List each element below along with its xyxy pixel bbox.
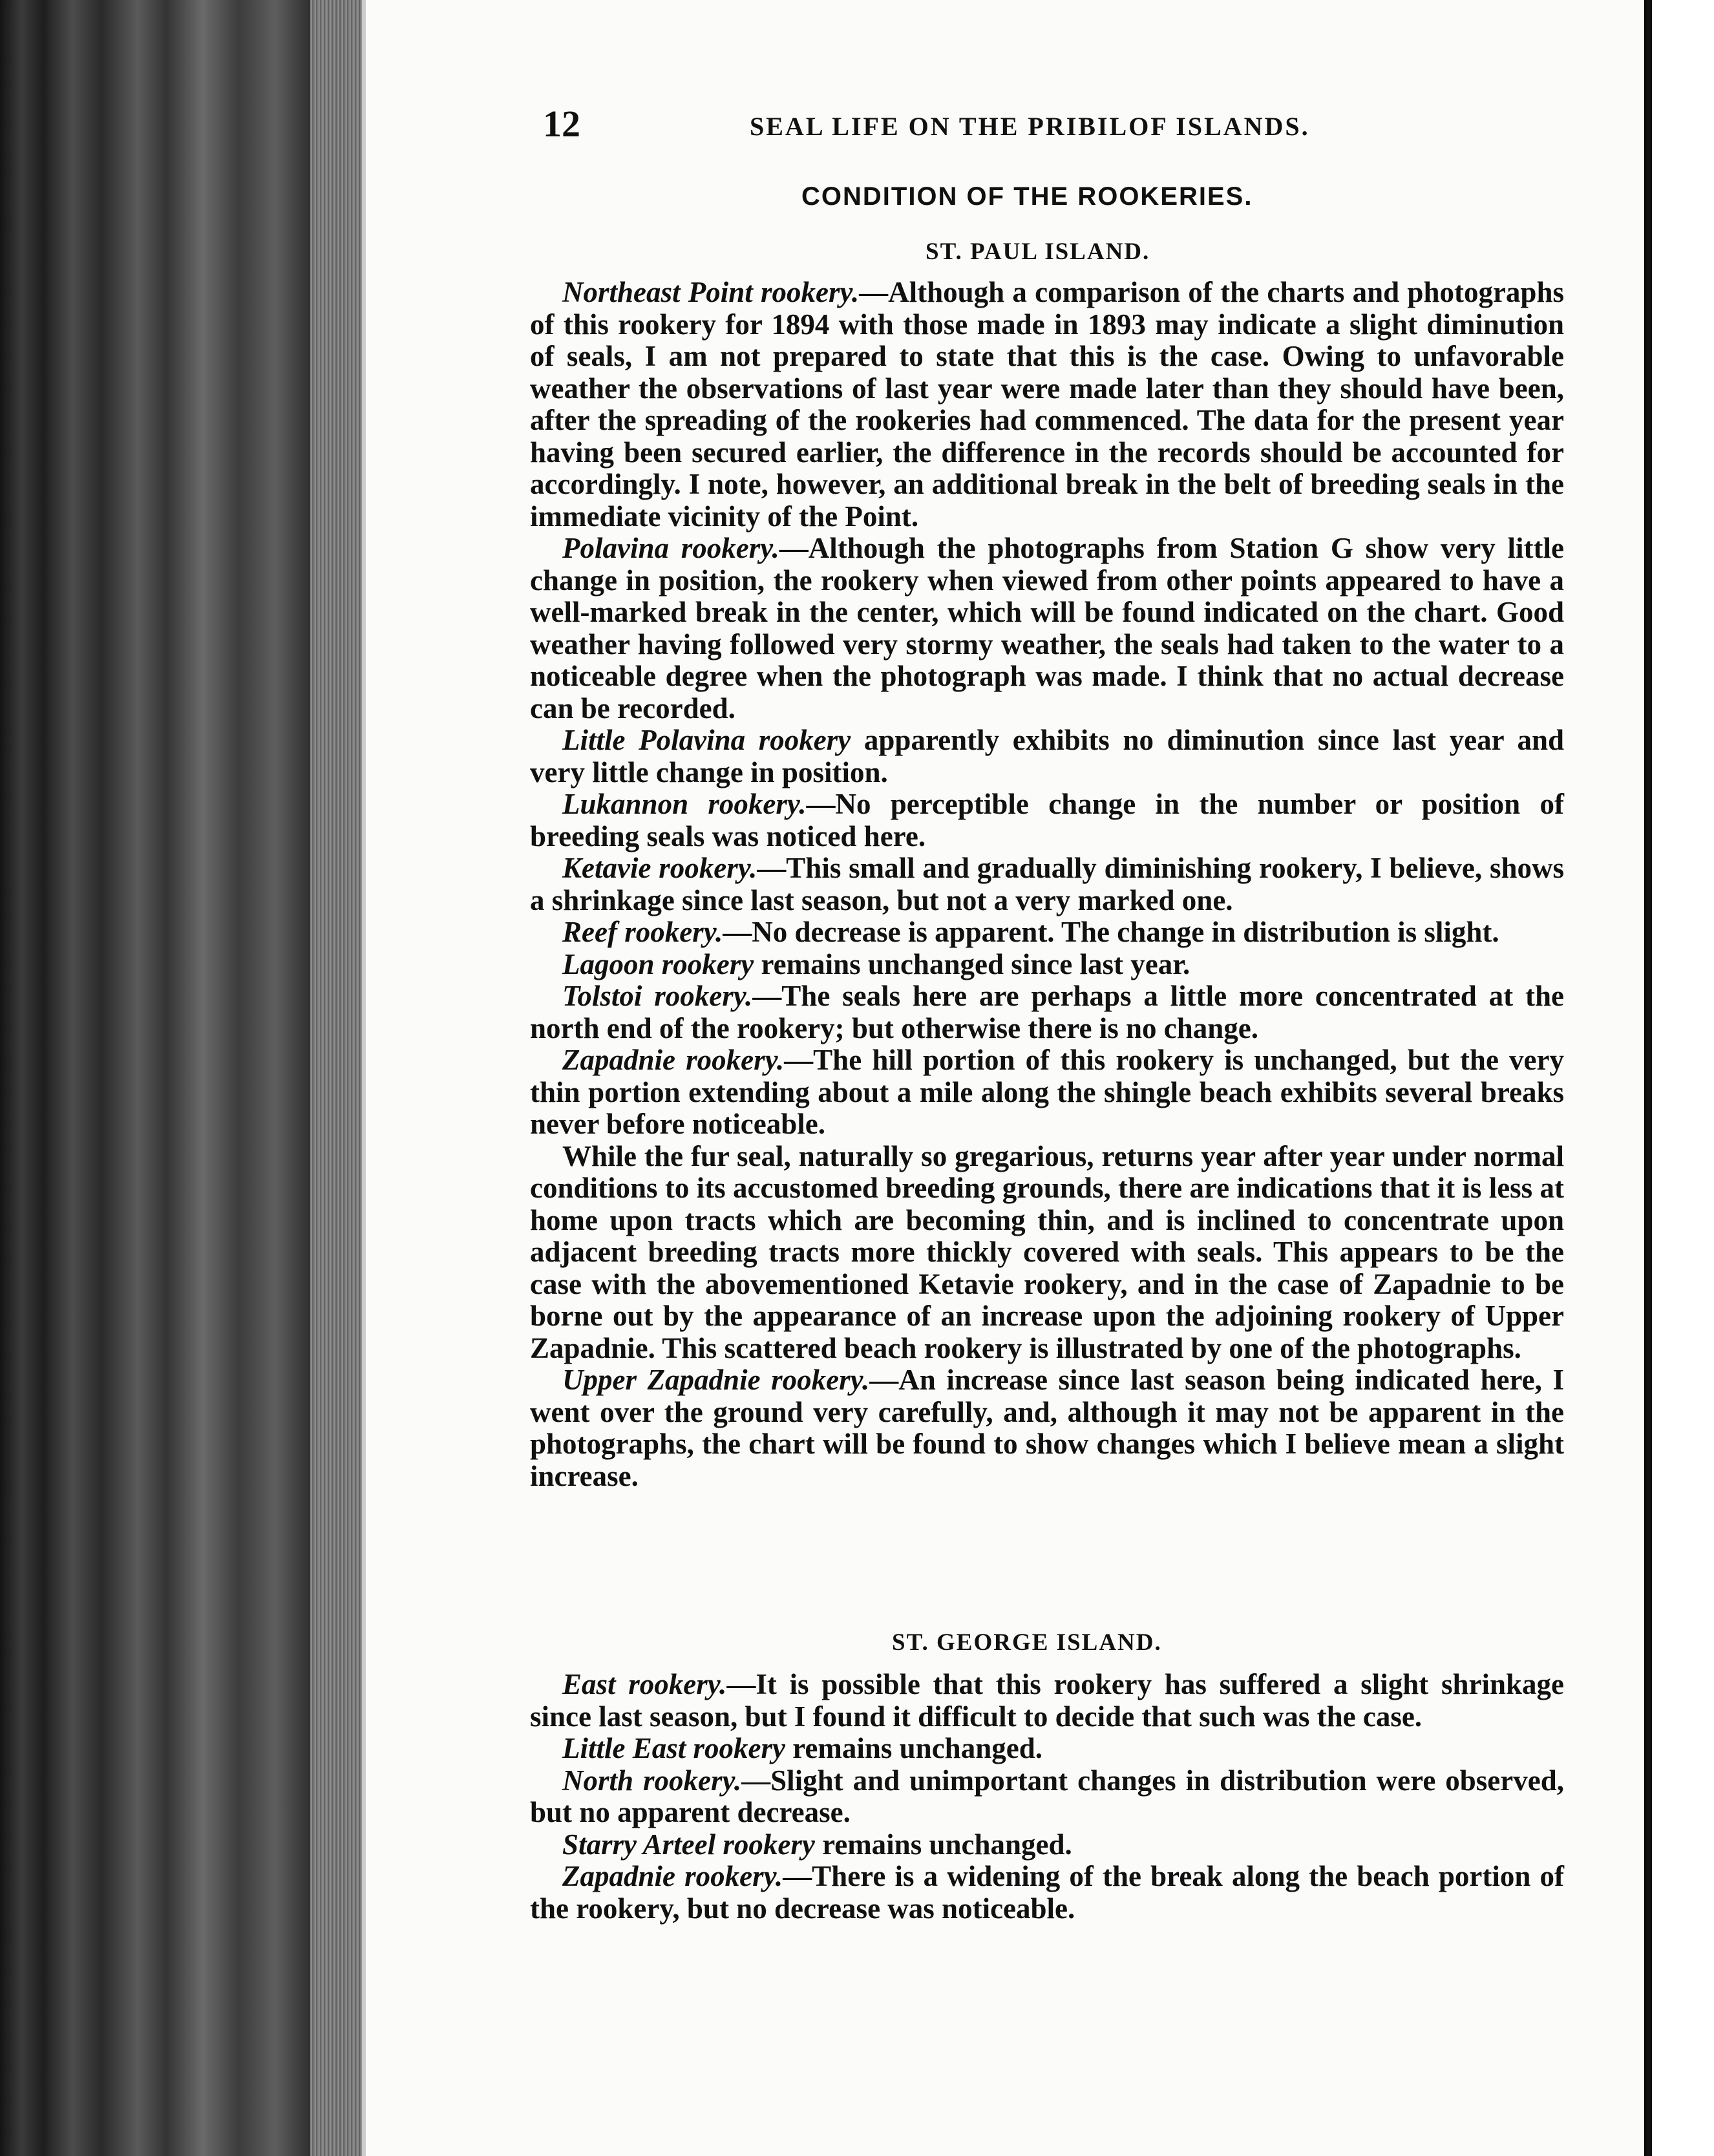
paragraph [530, 533, 1564, 724]
paragraph-text: —The hill portion of this rookery is unchanged, but the very thin portion extending about a mile along the shingle beach exhibits several breaks never before noticeable. [530, 1044, 1564, 1140]
facing-page-edge [1645, 0, 1714, 2156]
paragraph-text: apparently exhibits no diminution since last year and very little change in position. [530, 724, 1564, 788]
paragraph [530, 916, 1564, 949]
rookery-name: Lagoon rookery [562, 947, 754, 980]
paragraph-text: —It is possible that this rookery has suffered a slight shrinkage since last season, but I found it difficult to decide that such was the case. [530, 1668, 1564, 1733]
paragraph [530, 788, 1564, 852]
page-edges [310, 0, 362, 2156]
paragraph-text: remains unchanged. [785, 1732, 1042, 1764]
paragraph-text: —Although the photographs from Station G show very little change in position, the rookery when viewed from other points appeared to have a well-marked break in the center, which will be found indicated on the chart. Good weather having followed very stormy weather, the seals had taken to the water to a noticeable degree when the photograph was made. I think that no actual decrease can be recorded. [530, 532, 1564, 724]
rookery-name: Starry Arteel rookery [562, 1828, 815, 1861]
page-header [543, 102, 1383, 154]
paragraph-text: —The seals here are perhaps a little more concentrated at the north end of the rookery; but otherwise there is no change. [530, 980, 1564, 1044]
paragraph-text: —There is a widening of the break along the beach portion of the rookery, but no decrease was noticeable. [530, 1860, 1564, 1925]
rookery-name: Zapadnie rookery. [562, 1044, 785, 1076]
rookery-name: East rookery. [562, 1668, 727, 1700]
paragraph [530, 949, 1564, 981]
paragraph [530, 852, 1564, 916]
book-spine [0, 0, 362, 2156]
rookery-name: Tolstoi rookery. [562, 980, 753, 1012]
rookery-name: Ketavie rookery. [562, 852, 757, 884]
rookery-name: Reef rookery. [562, 916, 723, 948]
paragraph-text: —Although a comparison of the charts and photographs of this rookery for 1894 with those made in 1893 may indicate a slight diminution of seals, I am not prepared to state that this is the case. Owing to unfavorable weather the observations of last year were made later than they should have been, after the spreading of the rookeries had commenced. The data for the present year having been secured earlier, the difference in the records should be accounted for accordingly. I note, however, an additional break in the belt of breeding seals in the immediate vicinity of the Point. [530, 276, 1564, 533]
paragraph-text: While the fur seal, naturally so gregarious, returns year after year under normal conditions to its accustomed breeding grounds, there are indications that it is less at home upon tracts which are becoming thin, and is inclined to concentrate upon adjacent breeding tracts more thickly covered with seals. This appears to be the case with the abovementioned Ketavie rookery, and in the case of Zapadnie to be borne out by the appearance of an increase upon the adjoining rookery of Upper Zapadnie. This scattered beach rookery is illustrated by one of the photographs. [530, 1139, 1564, 1364]
st-george-heading: ST. GEORGE ISLAND. [892, 1629, 1162, 1656]
st-george-section [530, 1669, 1564, 1925]
paragraph-text: remains unchanged since last year. [754, 947, 1190, 980]
paragraph [530, 724, 1564, 788]
paragraph-text: —An increase since last season being indicated here, I went over the ground very carefully, and, although it may not be apparent in the photographs, the chart will be found to show changes which I believe mean a slight increase. [530, 1364, 1564, 1492]
rookery-name: Upper Zapadnie rookery. [562, 1364, 870, 1396]
rookery-name: Little Polavina rookery [562, 724, 851, 756]
st-paul-section [530, 277, 1564, 1492]
st-paul-heading: ST. PAUL ISLAND. [926, 238, 1150, 265]
paragraph-text: remains unchanged. [814, 1828, 1072, 1861]
rookery-name: Zapadnie rookery. [562, 1860, 783, 1892]
paragraph [530, 1044, 1564, 1141]
paragraph [530, 1141, 1564, 1365]
paragraph-text: —Slight and unimportant changes in distribution were observed, but no apparent decrease. [530, 1764, 1565, 1828]
paragraph [530, 1364, 1564, 1492]
paragraph [530, 980, 1564, 1044]
section-title: CONDITION OF THE ROOKERIES. [801, 182, 1253, 211]
paragraph-text: —No decrease is apparent. The change in distribution is slight. [723, 916, 1499, 948]
rookery-name: Polavina rookery. [562, 532, 779, 564]
paragraph [530, 1669, 1564, 1733]
paragraph-text: —No perceptible change in the number or position of breeding seals was noticed here. [530, 788, 1564, 852]
rookery-name: Little East rookery [562, 1732, 785, 1764]
page-number: 12 [543, 103, 580, 145]
running-title: SEAL LIFE ON THE PRIBILOF ISLANDS. [750, 112, 1310, 141]
paragraph [530, 1765, 1564, 1829]
rookery-name: North rookery. [562, 1764, 742, 1797]
paragraph [530, 1829, 1564, 1861]
paragraph-text: —This small and gradually diminishing rookery, I believe, shows a shrinkage since last season, but not a very marked one. [530, 852, 1564, 916]
paragraph [530, 1733, 1564, 1765]
paragraph [530, 1861, 1564, 1925]
rookery-name: Northeast Point rookery. [562, 276, 860, 308]
paragraph [530, 277, 1564, 533]
rookery-name: Lukannon rookery. [562, 788, 807, 820]
